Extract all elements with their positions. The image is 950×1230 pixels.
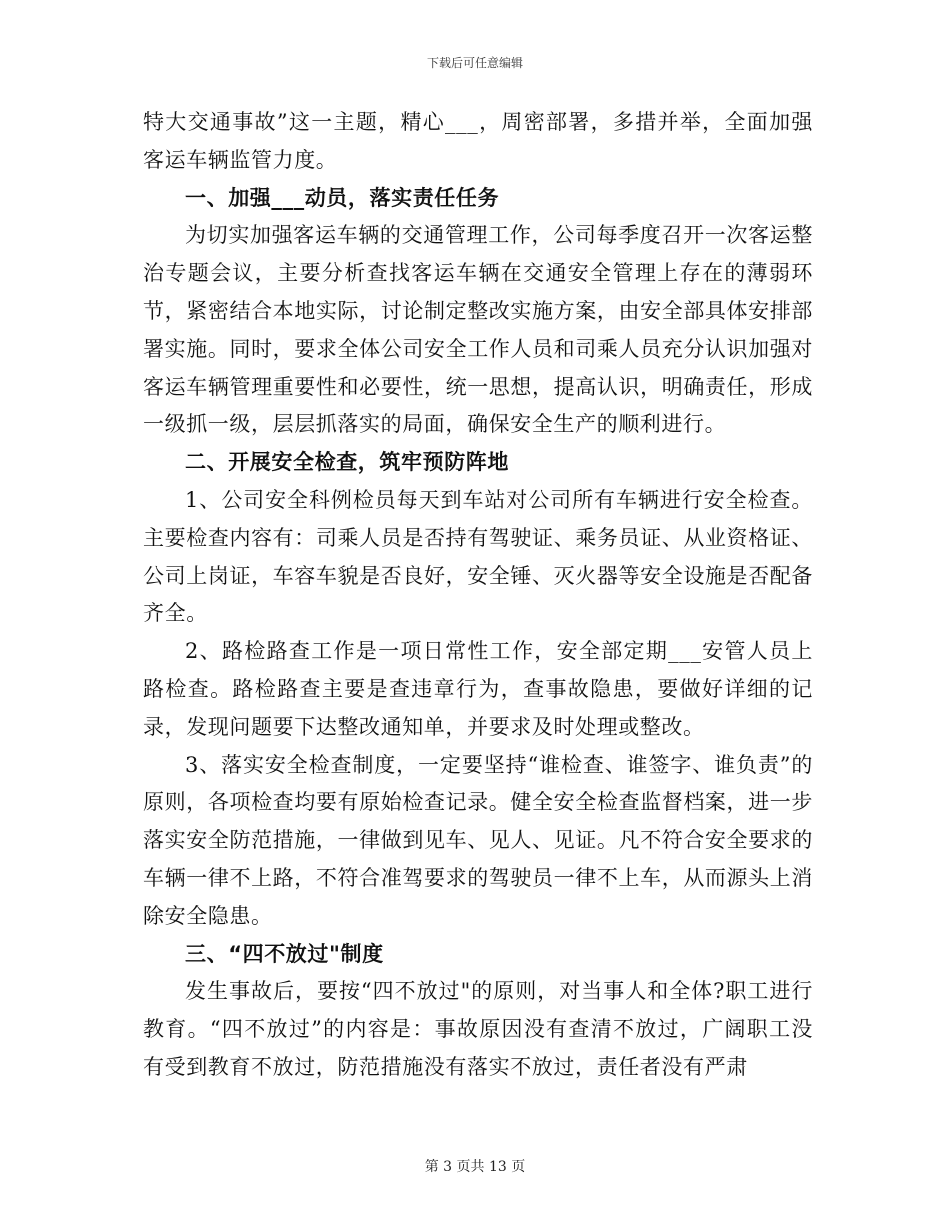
section-heading-1: 一、加强___动员，落实责任任务	[185, 185, 500, 210]
paragraph: 1、公司安全科例检员每天到车站对公司所有车辆进行安全检查。主要检查内容有：司乘人员是否持有驾驶证、乘务员证、从业资格证、公司上岗证，车容车貌是否良好，安全锤、灭火器等安全设施是否配备齐全。	[143, 487, 813, 626]
page-header: 下载后可任意编辑	[426, 56, 523, 70]
page-footer: 第 3 页共 13 页	[424, 1159, 526, 1175]
section-heading-3: 三、“四不放过"制度	[185, 941, 384, 966]
paragraph: 发生事故后，要按“四不放过"的原则，对当事人和全体?职工进行教育。“四不放过”的内容是：事故原因没有查清不放过，广阔职工没有受到教育不放过，防范措施没有落实不放过，责任者没有严肃	[143, 979, 813, 1079]
paragraph-continuation: 特大交通事故”这一主题，精心___，周密部署，多措并举，全面加强客运车辆监管力度。	[143, 110, 813, 172]
paragraph: 3、落实安全检查制度，一定要坚持“谁检查、谁签字、谁负责”的原则，各项检查均要有原始检查记录。健全安全检查监督档案，进一步落实安全防范措施，一律做到见车、见人、见证。凡不符合安全要求的车辆一律不上路，不符合准驾要求的驾驶员一律不上车，从而源头上消除安全隐患。	[143, 752, 813, 928]
section-heading-2: 二、开展安全检查，筑牢预防阵地	[185, 450, 509, 475]
paragraph: 2、路检路查工作是一项日常性工作，安全部定期___安管人员上路检查。路检路查主要是查违章行为，查事故隐患，要做好详细的记录，发现问题要下达整改通知单，并要求及时处理或整改。	[143, 639, 813, 739]
paragraph: 为切实加强客运车辆的交通管理工作，公司每季度召开一次客运整治专题会议，主要分析查找客运车辆在交通安全管理上存在的薄弱环节，紧密结合本地实际，讨论制定整改实施方案，由安全部具体安排部署实施。同时，要求全体公司安全工作人员和司乘人员充分认识加强对客运车辆管理重要性和必要性，统一思想，提高认识，明确责任，形成一级抓一级，层层抓落实的局面，确保安全生产的顺利进行。	[143, 223, 813, 437]
document-body	[143, 104, 813, 1087]
